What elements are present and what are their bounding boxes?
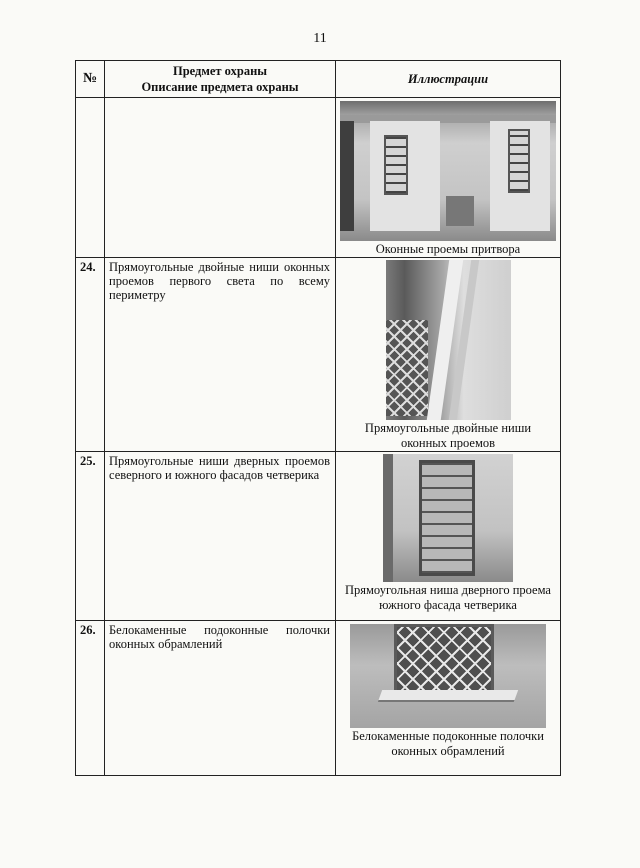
caption-line: оконных проемов [400, 436, 496, 450]
caption-line: южного фасада четверика [379, 598, 517, 612]
illustration-caption: Оконные проемы притвора [375, 242, 521, 256]
row-number: 25. [76, 452, 105, 621]
caption-line: Прямоугольные двойные ниши [364, 421, 532, 435]
header-number: № [76, 61, 105, 98]
protection-subjects-table [75, 60, 561, 776]
row-description: Прямоугольные ниши дверных проемов северного и южного фасадов четверика [105, 452, 336, 621]
header-subject [105, 61, 336, 98]
photo-door-niche [383, 454, 513, 582]
row-description: Белокаменные подоконные полочки оконных обрамлений [105, 621, 336, 776]
page-number: 11 [313, 31, 327, 46]
table-row [76, 98, 561, 258]
caption-line: Белокаменные подоконные полочки [352, 729, 544, 743]
header-illustrations: Иллюстрации [336, 61, 561, 98]
photo-double-window-niches [386, 260, 511, 420]
photo-window-sills [350, 624, 546, 728]
illustration-caption [336, 582, 560, 613]
row-number: 26. [76, 621, 105, 776]
table-row [76, 452, 561, 621]
row-illustration [336, 258, 561, 452]
row-number [76, 98, 105, 258]
caption-line: оконных обрамлений [391, 744, 505, 758]
row-illustration [336, 621, 561, 776]
row-description: Прямоугольные двойные ниши оконных проемов первого света по всему периметру [105, 258, 336, 452]
row-illustration [336, 452, 561, 621]
table-header-row [76, 61, 561, 98]
illustration-caption [336, 728, 560, 759]
header-subject-line1: Предмет охраны [172, 64, 268, 78]
header-subject-line2: Описание предмета охраны [141, 80, 299, 94]
table-row [76, 621, 561, 776]
illustration-caption [336, 420, 560, 451]
row-description [105, 98, 336, 258]
row-illustration [336, 98, 561, 258]
photo-narthex-windows [340, 101, 556, 241]
row-number: 24. [76, 258, 105, 452]
caption-line: Прямоугольная ниша дверного проема [345, 583, 551, 597]
table-row [76, 258, 561, 452]
